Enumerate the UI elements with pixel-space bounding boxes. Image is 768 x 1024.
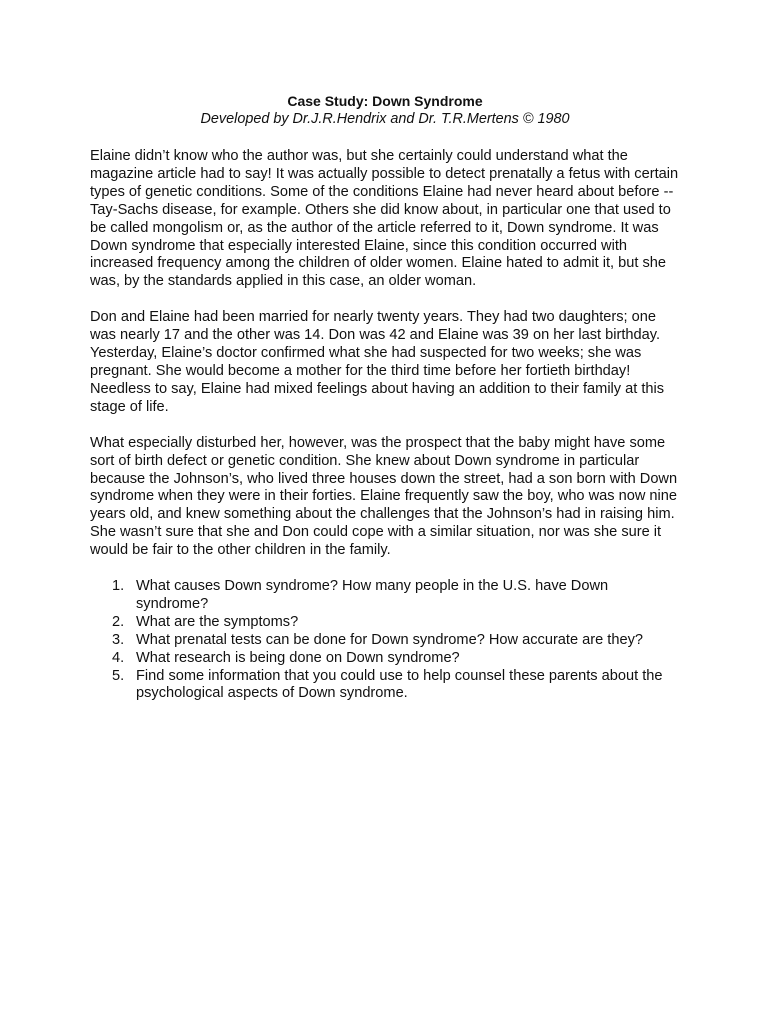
question-text: What research is being done on Down syndrome? (136, 649, 460, 666)
question-item (90, 578, 680, 614)
question-number: 5. (112, 667, 125, 684)
question-list (90, 578, 680, 703)
paragraph-3: What especially disturbed her, however, was the prospect that the baby might have some sort of birth defect or genetic condition. She knew about Down syndrome in particular because the Johnson’s, who lived three houses down the street, had a son born with Down syndrome when they were in their forties. Elaine frequently saw the boy, who was now nine years old, and knew something about the challenges that the Johnson’s had in raising him. She wasn’t sure that she and Don could cope with a similar situation, nor was she sure it would be fair to the other children in the family. (90, 434, 678, 559)
question-number: 1. (112, 578, 125, 595)
question-text: What are the symptoms? (136, 613, 299, 630)
document-page (90, 93, 680, 703)
question-number: 3. (112, 631, 125, 648)
question-item (90, 632, 680, 650)
question-number: 2. (112, 613, 125, 630)
paragraph-1: Elaine didn’t know who the author was, but she certainly could understand what the magazine article had to say! It was actually possible to detect prenatally a fetus with certain types of genetic conditions. Some of the conditions Elaine had never heard about before -- Tay-Sachs disease, for example. Others she did know about, in particular one that used to be called mongolism or, as the author of the article referred to it, Down syndrome. It was Down syndrome that especially interested Elaine, since this condition occurred with increased frequency among the children of older women. Elaine hated to admit it, but she was, by the standards applied in this case, an older woman. (90, 148, 679, 290)
question-item (90, 614, 680, 632)
paragraph-2: Don and Elaine had been married for nearly twenty years. They had two daughters; one was nearly 17 and the other was 14. Don was 42 and Elaine was 39 on her last birthday. Yesterday, Elaine’s doctor confirmed what she had suspected for two weeks; she was pregnant. She would become a mother for the third time before her fortieth birthday! Needless to say, Elaine had mixed feelings about having an addition to their family at this stage of life. (90, 309, 665, 415)
question-text: What prenatal tests can be done for Down syndrome? How accurate are they? (136, 631, 643, 648)
question-text: Find some information that you could use to help counsel these parents about the psychological aspects of Down syndrome. (136, 667, 663, 702)
question-text: What causes Down syndrome? How many people in the U.S. have Down syndrome? (136, 578, 609, 612)
question-item (90, 668, 680, 704)
question-number: 4. (112, 649, 125, 666)
document-title: Case Study: Down Syndrome (287, 93, 483, 109)
document-subtitle: Developed by Dr.J.R.Hendrix and Dr. T.R.Mertens © 1980 (200, 111, 570, 127)
question-item (90, 650, 680, 668)
